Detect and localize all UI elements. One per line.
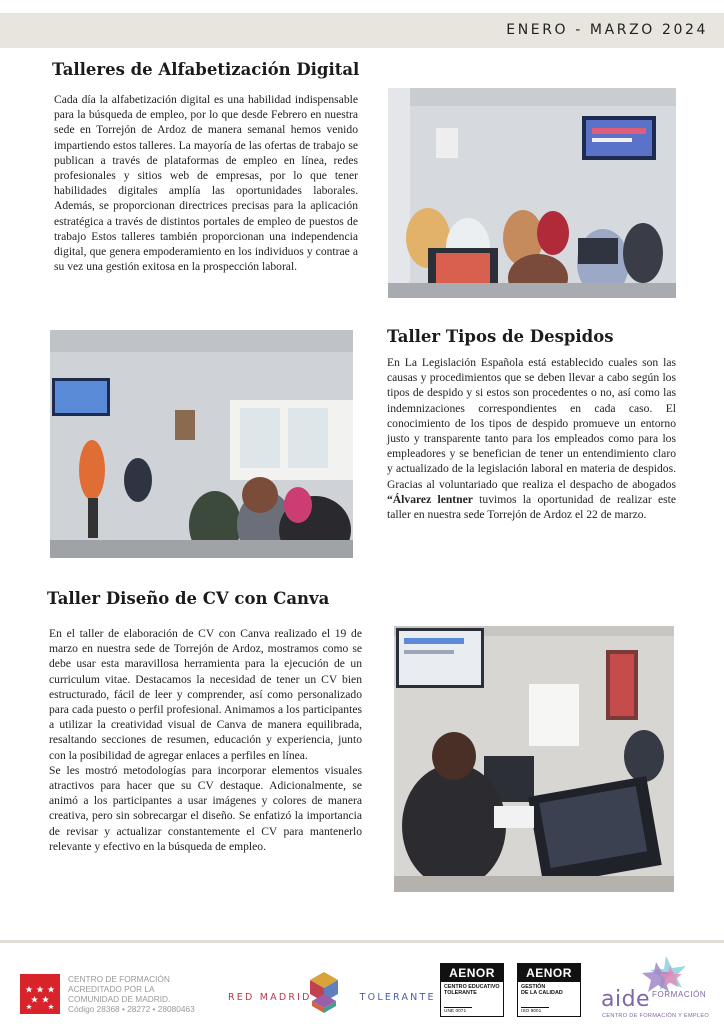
madrid-accreditation-text: CENTRO DE FORMACIÓN ACREDITADO POR LA COMUNIDAD DE MADRID. Código 28368 • 28272 • 28080463 xyxy=(68,974,195,1014)
photo-digital-workshop xyxy=(388,88,676,298)
aenor-calidad-badge: AENOR GESTIÓN DE LA CALIDAD ISO 9001 xyxy=(517,963,581,1017)
red-madrid-tolerante-text: RED MADRID TOLERANTE xyxy=(228,992,436,1003)
footer xyxy=(0,950,724,1024)
section-text-alfabetizacion xyxy=(54,92,358,274)
text-before: En La Legislación Española está establecido cuales son las causas y procedimientos que se deben llevar a cabo según los tipos de despido y si estos son procedentes o no, así como las indemnizaciones correspondientes en cada caso. El conocimiento de los tipos de despido promueve un entorno justo y transparente tanto para los empleados como para los empleadores y se benefician de tener un entendimiento claro y actualizado de la legislación laboral en materia de despidos. Gracias al voluntariado que realiza el despacho de abogados xyxy=(387,356,676,491)
footer-divider xyxy=(0,940,724,943)
section-text-despidos xyxy=(387,355,676,522)
aide-formacion-label: FORMACIÓN xyxy=(652,990,707,999)
photo-dismissal-workshop xyxy=(50,330,353,558)
header-bar xyxy=(0,13,724,48)
law-firm-name: “Álvarez lentner xyxy=(387,492,473,506)
aenor-tolerante-badge: AENOR CENTRO EDUCATIVO TOLERANTE UNE 0071 xyxy=(440,963,504,1017)
section-text-cv-canva xyxy=(49,626,362,854)
paragraph: Cada día la alfabetización digital es una habilidad indispensable para la búsqueda de empleo, por lo que desde Febrero en nuestra sede en Torrejón de Ardoz de manera semanal hemos venido impartiendo estos talleres. La mayoría de las ofertas de trabajo se publican a través de plataformas de empleo en línea, redes profesionales y sitios web de empresas, por lo que tener habilidades digitales amplía las oportunidades laborales. Además, se proporcionan directrices precisas para la aplicación estratégica a través de distintos portales de empleo de puestos de trabajo Estos talleres también proporcionan una independencia digital, que genera empoderamiento en los individuos y contrae a su vez una gestión exitosa en la prospección laboral. xyxy=(54,93,358,274)
section-title-alfabetizacion: Talleres de Alfabetización Digital xyxy=(52,60,360,79)
text-after: tuvimos la oportunidad de realizar este taller en nuestra sede Torrejón de Ardoz el 22 de marzo. xyxy=(387,492,676,522)
period-label: ENERO - MARZO 2024 xyxy=(506,22,708,38)
section-title-despidos: Taller Tipos de Despidos xyxy=(387,327,614,346)
paragraph: En el taller de elaboración de CV con Canva realizado el 19 de marzo en nuestra sede de Torrejón de Ardoz, mostramos como se debe usar esta maravillosa herramienta para la ejecución de un curriculum vitae. Destacamos la necesidad de tener un CV bien estructurado, fácil de leer y comprender, así como personalizado para cada puesto o perfil profesional. Animamos a los participantes a utilizar la creatividad visual de Canva de manera equilibrada, resaltando secciones de resumen, educación y experiencia, junto con la posibilidad de agregar enlaces a perfiles en línea. xyxy=(49,627,362,762)
section-title-cv-canva: Taller Diseño de CV con Canva xyxy=(47,589,330,608)
paragraph xyxy=(387,355,676,522)
aide-brand-name: aide xyxy=(601,987,651,1012)
comunidad-madrid-flag-icon xyxy=(20,974,60,1014)
paragraph: Se les mostró metodologías para incorporar elementos visuales atractivos para hacer que su CV destaque. Adicionalmente, se animó a los participantes a usar imágenes y colores de manera creativa, pero sin sobrecargar el diseño. Se enfatizó la importancia de revisar y actualizar constantemente el CV para mantenerlo relevante y efectivo en la búsqueda de empleo. xyxy=(49,763,362,853)
aide-subtitle: CENTRO DE FORMACIÓN Y EMPLEO xyxy=(602,1013,710,1019)
photo-cv-canva-workshop xyxy=(394,626,674,892)
